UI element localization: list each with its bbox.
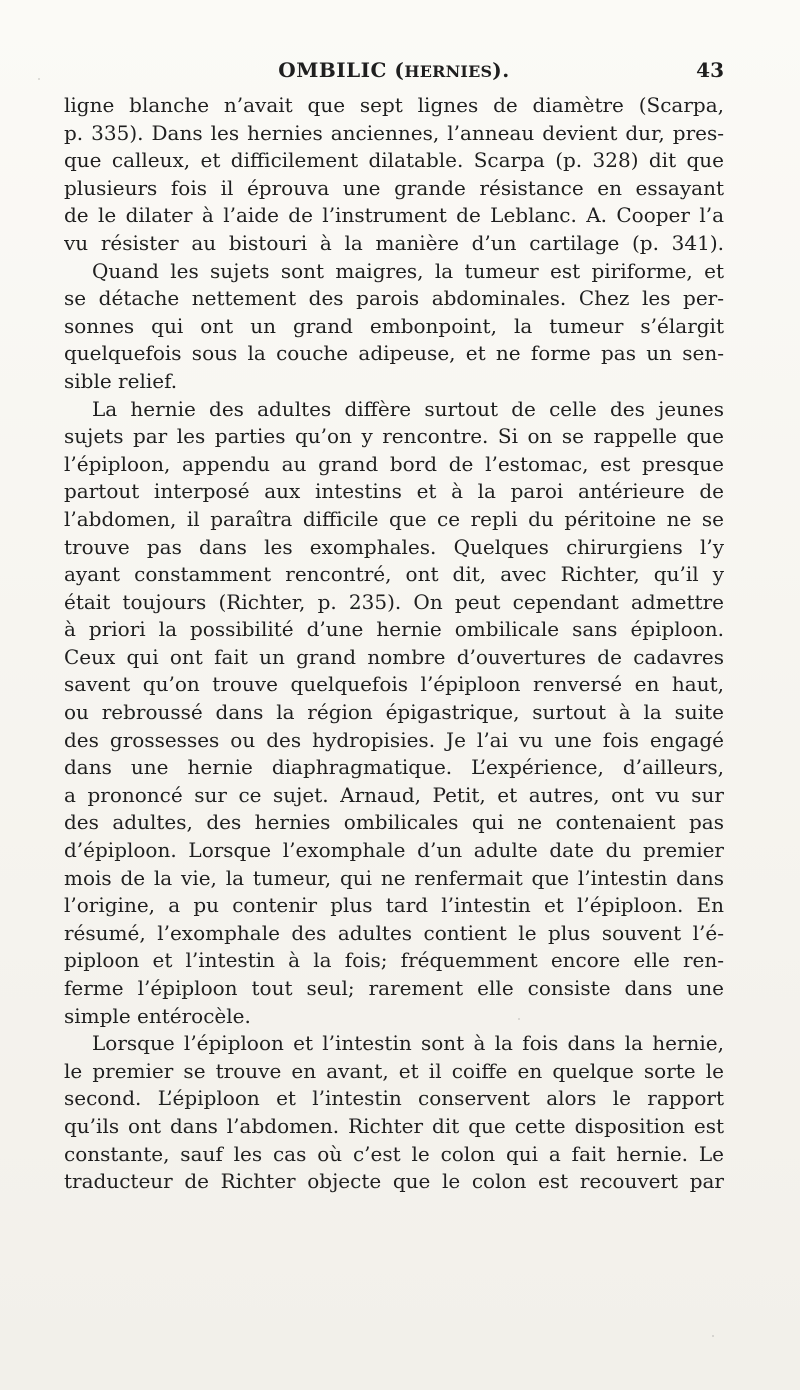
body-text: [64, 92, 724, 1352]
text-line: l’abdomen, il paraîtra difficile que ce repli du péritoine ne se: [64, 506, 724, 531]
text-line: sonnes qui ont un grand embonpoint, la tumeur s’élargit: [64, 313, 724, 338]
text-line: ayant constamment rencontré, ont dit, avec Richter, qu’il y: [64, 562, 724, 587]
text-line: de le dilater à l’aide de l’instrument de Leblanc. A. Cooper l’a: [64, 203, 724, 228]
text-line: Ceux qui ont fait un grand nombre d’ouvertures de cadavres: [64, 644, 724, 669]
page-number: 43: [696, 58, 724, 82]
text-line: était toujours (Richter, p. 235). On peut cependant admettre: [64, 589, 724, 614]
paper-speck: [38, 78, 40, 80]
text-line: savent qu’on trouve quelquefois l’épiploon renversé en haut,: [64, 672, 724, 697]
text-line: mois de la vie, la tumeur, qui ne renfermait que l’intestin dans: [64, 865, 724, 890]
text-line: qu’ils ont dans l’abdomen. Richter dit que cette disposition est: [64, 1113, 724, 1138]
text-line: piploon et l’intestin à la fois; fréquemment encore elle ren-: [64, 948, 724, 973]
text-line: des grossesses ou des hydropisies. Je l’ai vu une fois engagé: [64, 727, 724, 752]
text-line: l’épiploon, appendu au grand bord de l’estomac, est presque: [64, 451, 724, 476]
text-line: trouve pas dans les exomphales. Quelques chirurgiens l’y: [64, 534, 724, 559]
text-line: ligne blanche n’avait que sept lignes de diamètre (Scarpa,: [64, 93, 724, 117]
running-title-main: OMBILIC (: [278, 58, 405, 82]
text-line: le premier se trouve en avant, et il coiffe en quelque sorte le: [64, 1058, 724, 1083]
text-line: Lorsque l’épiploon et l’intestin sont à la fois dans la hernie,: [92, 1031, 724, 1056]
text-line: ou rebroussé dans la région épigastrique, surtout à la suite: [64, 700, 724, 725]
paper-speck: [518, 1018, 520, 1020]
text-line: sible relief.: [64, 368, 178, 393]
text-line: constante, sauf les cas où c’est le colon qui a fait hernie. Le: [64, 1141, 724, 1166]
paper-speck: [712, 1335, 714, 1337]
running-title-small: HERNIES: [404, 62, 493, 81]
text-line: second. L’épiploon et l’intestin conservent alors le rapport: [64, 1086, 724, 1111]
text-line: à priori la possibilité d’une hernie ombilicale sans épiploon.: [64, 617, 724, 642]
running-title: [64, 58, 724, 82]
text-line: p. 335). Dans les hernies anciennes, l’anneau devient dur, pres-: [64, 120, 724, 145]
running-title-end: ).: [492, 58, 510, 82]
text-line: vu résister au bistouri à la manière d’un cartilage (p. 341).: [64, 230, 724, 255]
text-line: ferme l’épiploon tout seul; rarement elle consiste dans une: [64, 976, 724, 1000]
page-header: [64, 58, 724, 92]
text-line: a prononcé sur ce sujet. Arnaud, Petit, et autres, ont vu sur: [64, 782, 724, 807]
text-line: d’épiploon. Lorsque l’exomphale d’un adulte date du premier: [64, 838, 724, 863]
paper-speck: [571, 1041, 573, 1043]
text-line: plusieurs fois il éprouva une grande résistance en essayant: [64, 175, 724, 200]
text-line: que calleux, et difficilement dilatable. Scarpa (p. 328) dit que: [64, 148, 724, 173]
text-line: sujets par les parties qu’on y rencontre. Si on se rappelle que: [64, 424, 724, 449]
text-line: des adultes, des hernies ombilicales qui ne contenaient pas: [64, 810, 724, 835]
text-line: résumé, l’exomphale des adultes contient le plus souvent l’é-: [64, 920, 724, 945]
text-line: Quand les sujets sont maigres, la tumeur est piriforme, et: [92, 258, 724, 283]
text-line: l’origine, a pu contenir plus tard l’intestin et l’épiploon. En: [64, 893, 724, 918]
text-line: dans une hernie diaphragmatique. L’expérience, d’ailleurs,: [64, 755, 724, 780]
text-line: se détache nettement des parois abdominales. Chez les per-: [64, 286, 724, 311]
text-line: La hernie des adultes diffère surtout de celle des jeunes: [92, 396, 724, 421]
text-line: traducteur de Richter objecte que le colon est recouvert par: [64, 1169, 724, 1194]
text-line: quelquefois sous la couche adipeuse, et ne forme pas un sen-: [64, 341, 724, 366]
text-line: simple entérocèle.: [64, 1003, 251, 1028]
text-line: partout interposé aux intestins et à la paroi antérieure de: [64, 479, 724, 504]
